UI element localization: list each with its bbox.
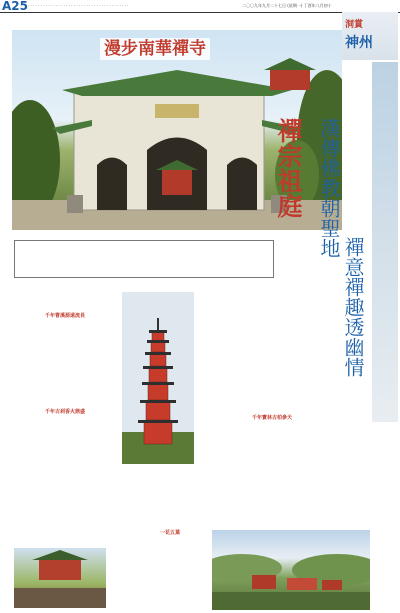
temple-crowd-photo (14, 548, 106, 608)
temple-complex-photo (212, 530, 370, 610)
subhead: 一花五葉 (159, 530, 180, 536)
text-column-4 (212, 465, 372, 529)
subhead: 千年曹溪源遠流長 (44, 313, 85, 319)
section-small-label: 洞賞 (345, 20, 364, 30)
subhead: 千年寶林古柏參天 (251, 415, 292, 421)
text-column-2 (198, 282, 272, 432)
big-heading: 禪宗祖庭 (274, 118, 303, 218)
page-number: A25 (2, 0, 28, 13)
headline-column-2: 禪意禪趣透幽情 (341, 237, 365, 377)
header-dots: · · · · · · · · · · · · · · · · · · · · · · · · · · · · · · · · · · · · · · · · (28, 3, 129, 8)
article-title: 漫步南華禪寺 (100, 38, 210, 60)
date-line: 二〇〇九年九月二十七日 (星期一) 丁酉年八月初十 (242, 3, 332, 8)
pagoda-photo (122, 292, 194, 464)
subhead: 千年古剎香火鼎盛 (44, 409, 85, 415)
headline-column-1: 漢傳佛教朝聖地 (317, 118, 341, 258)
side-strip (372, 62, 398, 422)
section-large-label: 神州 (345, 35, 373, 51)
intro-box (14, 240, 274, 278)
